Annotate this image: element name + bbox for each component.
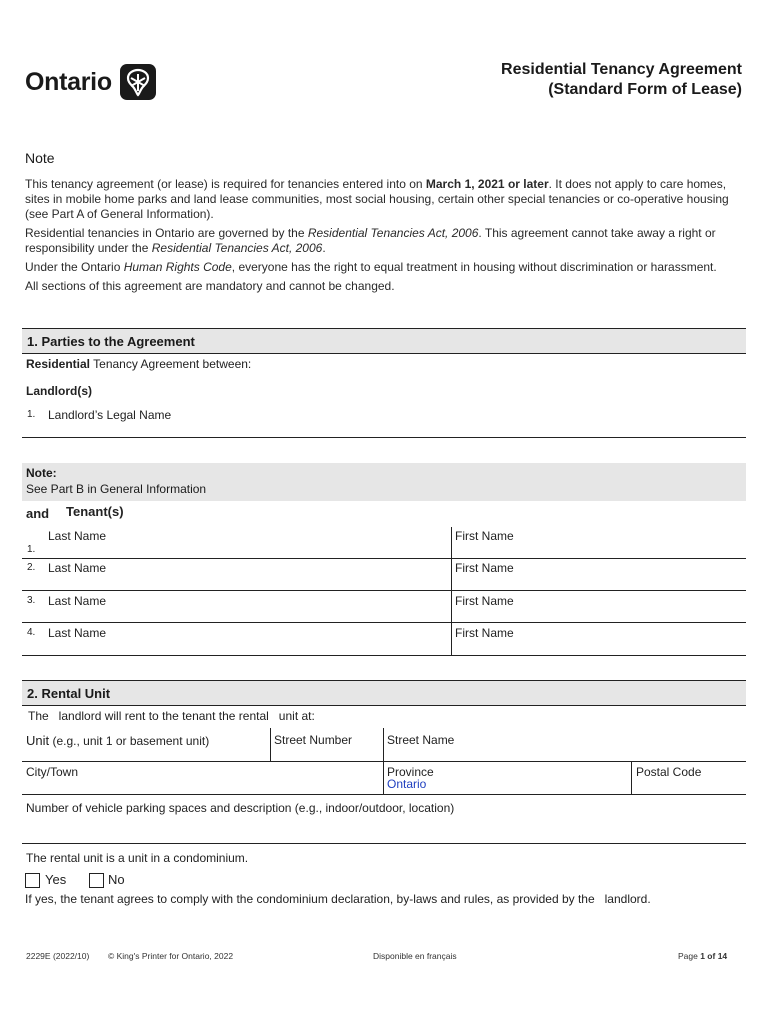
tenant-3-last-name-field[interactable]: Last Name xyxy=(48,594,107,608)
street-name-field[interactable]: Street Name xyxy=(387,733,455,747)
tenant-note-box xyxy=(22,463,746,501)
street-number-field[interactable]: Street Number xyxy=(274,733,353,747)
condo-yes-label: Yes xyxy=(45,872,67,887)
title-line-2: (Standard Form of Lease) xyxy=(548,81,742,98)
note-paragraph-4: All sections of this agreement are mandatory and cannot be changed. xyxy=(25,279,395,293)
note-paragraph-2 xyxy=(25,226,745,256)
title-main: Tenancy Agreement xyxy=(590,61,742,78)
note-heading: Note xyxy=(25,150,55,166)
section-2-header: 2. Rental Unit xyxy=(22,680,746,706)
postal-code-field[interactable]: Postal Code xyxy=(636,765,702,779)
tenant-4-last-name-field[interactable]: Last Name xyxy=(48,626,107,640)
tenant-2-number: 2. xyxy=(27,562,36,573)
tenant-4-number: 4. xyxy=(27,627,36,638)
note-body xyxy=(25,177,745,298)
condo-yes-checkbox[interactable] xyxy=(25,873,40,888)
title-prefix: Residential xyxy=(501,61,587,78)
tenant-3-number: 3. xyxy=(27,595,36,606)
tenant-3-first-name-field[interactable]: First Name xyxy=(455,594,514,608)
tenant-note-text-b: Information xyxy=(146,482,207,496)
subtitle-bold: Residential xyxy=(26,357,91,371)
subtitle-rest: Tenancy Agreement between: xyxy=(90,357,252,371)
landlord-number: 1. xyxy=(27,409,36,420)
tenant-2-last-name-field[interactable]: Last Name xyxy=(48,561,107,575)
note-p3-code: Human Rights Code xyxy=(123,260,232,274)
address-row-2-line xyxy=(22,794,746,795)
condo-no-label: No xyxy=(108,872,125,887)
tenant-table-divider xyxy=(451,527,452,655)
tenants-label: Tenant(s) xyxy=(66,504,124,519)
note-p3-text: Under the Ontario xyxy=(25,260,124,274)
province-label: Province xyxy=(387,765,434,779)
tenant-row-4-line xyxy=(22,655,746,656)
ontario-wordmark: Ontario xyxy=(25,67,112,96)
ontario-logo xyxy=(25,64,156,100)
unit-field[interactable] xyxy=(26,733,209,748)
parking-line xyxy=(22,843,746,844)
copyright: © King's Printer for Ontario, 2022 xyxy=(108,951,234,961)
tenant-note-title: Note: xyxy=(26,466,57,480)
french-available: Disponible en français xyxy=(373,951,457,961)
form-number: 2229E (2022/10) xyxy=(26,951,90,961)
note-p2-text: Residential tenancies in Ontario are governed by the xyxy=(25,226,308,240)
page-label: Page xyxy=(678,951,698,961)
condo-note: If yes, the tenant agrees to comply with the condominium declaration, by-laws and rules, as provided by the landlord. xyxy=(25,892,651,906)
tenant-1-last-name-field[interactable]: Last Name xyxy=(48,529,107,543)
parking-field[interactable]: Number of vehicle parking spaces and description (e.g., indoor/outdoor, location) xyxy=(26,801,455,815)
tenant-4-first-name-field[interactable]: First Name xyxy=(455,626,514,640)
note-p1-text: This tenancy agreement (or lease) is required for tenancies entered into on xyxy=(25,177,426,191)
tenant-2-first-name-field[interactable]: First Name xyxy=(455,561,514,575)
unit-divider xyxy=(270,728,271,761)
landlords-label: Landlord(s) xyxy=(26,384,92,398)
tenant-row-2-line xyxy=(22,590,746,591)
note-paragraph-1 xyxy=(25,177,745,222)
unit-hint: (e.g., unit 1 or basement unit) xyxy=(49,734,210,748)
condo-no-checkbox[interactable] xyxy=(89,873,104,888)
note-p2-act: Residential Tenancies Act, 2006 xyxy=(307,226,479,240)
landlord-legal-name-field[interactable]: Landlord’s Legal Name xyxy=(48,408,172,422)
document-title xyxy=(501,60,742,100)
note-p2-text-3: . xyxy=(322,241,326,255)
trillium-icon xyxy=(120,64,156,100)
tenant-row-1-line xyxy=(22,558,746,559)
note-p3-text-2: , everyone has the right to equal treatment in housing without discrimination or harassment. xyxy=(231,260,717,274)
section-1-subtitle xyxy=(26,357,251,371)
postal-divider xyxy=(631,761,632,794)
page-count: 1 of 14 xyxy=(697,951,728,961)
landlord-underline xyxy=(22,437,746,438)
note-p1-text-2: . It does not apply to care homes, sites in mobile home parks and land lease communities, most social housing, certain other special tenancies or co-operative housing (see Part A of General Information). xyxy=(25,177,729,221)
title-line-1 xyxy=(501,60,742,80)
condo-question: The rental unit is a unit in a condominium. xyxy=(26,851,249,865)
tenant-1-first-name-field[interactable]: First Name xyxy=(455,529,514,543)
section-1-header: 1. Parties to the Agreement xyxy=(22,328,746,354)
tenant-note-text-a: See Part B in General xyxy=(26,482,147,496)
tenant-row-3-line xyxy=(22,622,746,623)
page-number xyxy=(678,951,727,961)
note-p2-text-2: . This agreement cannot take away a right or responsibility under the xyxy=(25,226,716,255)
unit-label: Unit xyxy=(26,733,50,748)
address-row-1-line xyxy=(22,761,746,762)
note-p2-act-2: Residential Tenancies Act, 2006 xyxy=(151,241,323,255)
tenant-note-text xyxy=(26,482,206,496)
city-town-field[interactable]: City/Town xyxy=(26,765,79,779)
note-p1-date: March 1, 2021 or later xyxy=(425,177,549,191)
note-paragraph-3 xyxy=(25,260,745,275)
rental-unit-intro: The landlord will rent to the tenant the rental unit at: xyxy=(28,709,315,723)
tenant-1-number: 1. xyxy=(27,544,36,555)
province-value: Ontario xyxy=(387,777,427,791)
and-label: and xyxy=(26,506,50,521)
